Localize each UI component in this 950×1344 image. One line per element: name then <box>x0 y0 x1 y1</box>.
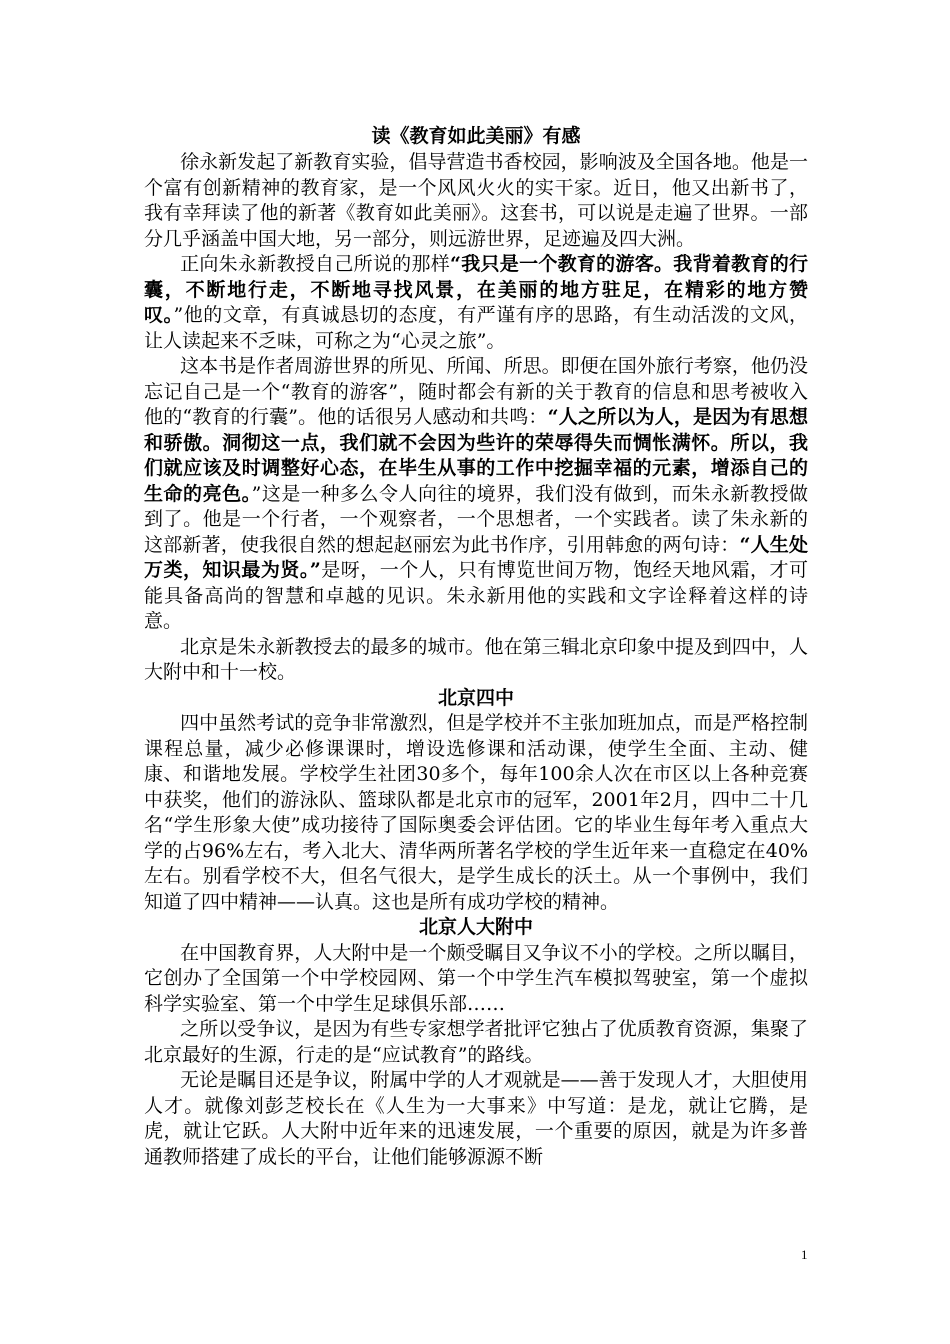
paragraph-intro: 徐永新发起了新教育实验，倡导营造书香校园，影响波及全国各地。他是一个富有创新精神的教育家，是一个风风火火的实干家。近日，他又出新书了，我有幸拜读了他的新著《教育如此美丽》。这套书，可以说是走遍了世界。一部分几乎涵盖中国大地，另一部分，则远游世界，足迹遍及四大洲。 <box>144 151 808 250</box>
paragraph-sizhong: 四中虽然考试的竞争非常激烈，但是学校并不主张加班加点，而是严格控制课程总量，减少必修课课时，增设选修课和活动课，使学生全面、主动、健康、和谐地发展。学校学生社团30多个，每年100余人次在市区以上各种竞赛中获奖，他们的游泳队、篮球队都是北京市的冠军，2001年2月，四中二十几名“学生形象大使”成功接待了国际奥委会评估团。它的毕业生每年考入重点大学的占96%左右，考入北大、清华两所著名学校的学生近年来一直稳定在40%左右。别看学校不大，但名气很大，是学生成长的沃土。从一个事例中，我们知道了四中精神——认真。这也是所有成功学校的精神。 <box>144 712 808 913</box>
paragraph-renda-talent: 无论是瞩目还是争议，附属中学的人才观就是——善于发现人才，大胆使用人才。就像刘彭芝校长在《人生为一大事来》中写道：是龙，就让它腾，是虎，就让它跃。人大附中近年来的迅速发展，一个重要的原因，就是为许多普通教师搭建了成长的平台，让他们能够源源不断 <box>144 1069 808 1168</box>
paragraph-book-thoughts <box>144 354 808 635</box>
section-heading-renda: 北京人大附中 <box>418 916 533 938</box>
paragraph-renda-controversy: 之所以受争议，是因为有些专家想学者批评它独占了优质教育资源，集聚了北京最好的生源，行走的是“应试教育”的路线。 <box>144 1018 808 1066</box>
paragraph-traveler-quote <box>144 252 808 354</box>
paragraph-text: 正向朱永新教授自己所说的那样 <box>180 253 451 275</box>
document-title: 读《教育如此美丽》有感 <box>371 125 581 147</box>
bold-poem-quote: “人生处万类，知识最为贤。” <box>144 533 808 581</box>
paragraph-text: 是呀，一个人，只有博览世间万物，饱经天地风霜，才可能具备高尚的智慧和卓越的见识。朱永新用他的实践和文字诠释着这样的诗意。 <box>144 559 808 632</box>
bold-quote: “人之所以为人，是因为有思想和骄傲。洞彻这一点，我们就不会因为些许的荣辱得失而惆怅满怀。所以，我们就应该及时调整好心态，在毕生从事的工作中挖掘幸福的元素，增添自己的生命的亮色。 <box>144 406 808 505</box>
bold-quote: “我只是一个教育的游客。我背着教育的行囊，不断地行走，不断地寻找风景，在美丽的地方驻足，在精彩的地方赞叹。 <box>144 253 808 326</box>
paragraph-text: ”这是一种多么令人向往的境界，我们没有做到，而朱永新教授做到了。他是一个行者，一个观察者，一个思想者，一个实践者。读了朱永新的这部新著，使我很自然的想起赵丽宏为此书作序，引用韩愈的两句诗： <box>144 482 808 556</box>
section-heading-sizhong: 北京四中 <box>437 686 514 709</box>
paragraph-text: ”他的文章，有真诚恳切的态度，有严谨有序的思路，有生动活泼的文风，让人读起来不乏味，可称之为“心灵之旅”。 <box>144 304 808 352</box>
paragraph-text: 这本书是作者周游世界的所见、所闻、所思。即便在国外旅行考察，他仍没忘记自己是一个“教育的游客”，随时都会有新的关于教育的信息和思考被收入他的“教育的行囊”。他的话很另人感动和共鸣： <box>144 355 808 428</box>
document-page <box>144 124 808 1170</box>
paragraph-renda-intro: 在中国教育界，人大附中是一个颇受瞩目又争议不小的学校。之所以瞩目，它创办了全国第一个中学校园网、第一个中学生汽车模拟驾驶室，第一个虚拟科学实验室、第一个中学生足球俱乐部…… <box>144 941 808 1015</box>
page-number: 1 <box>801 1247 808 1262</box>
paragraph-beijing: 北京是朱永新教授去的最多的城市。他在第三辑北京印象中提及到四中，人大附中和十一校。 <box>144 635 808 683</box>
